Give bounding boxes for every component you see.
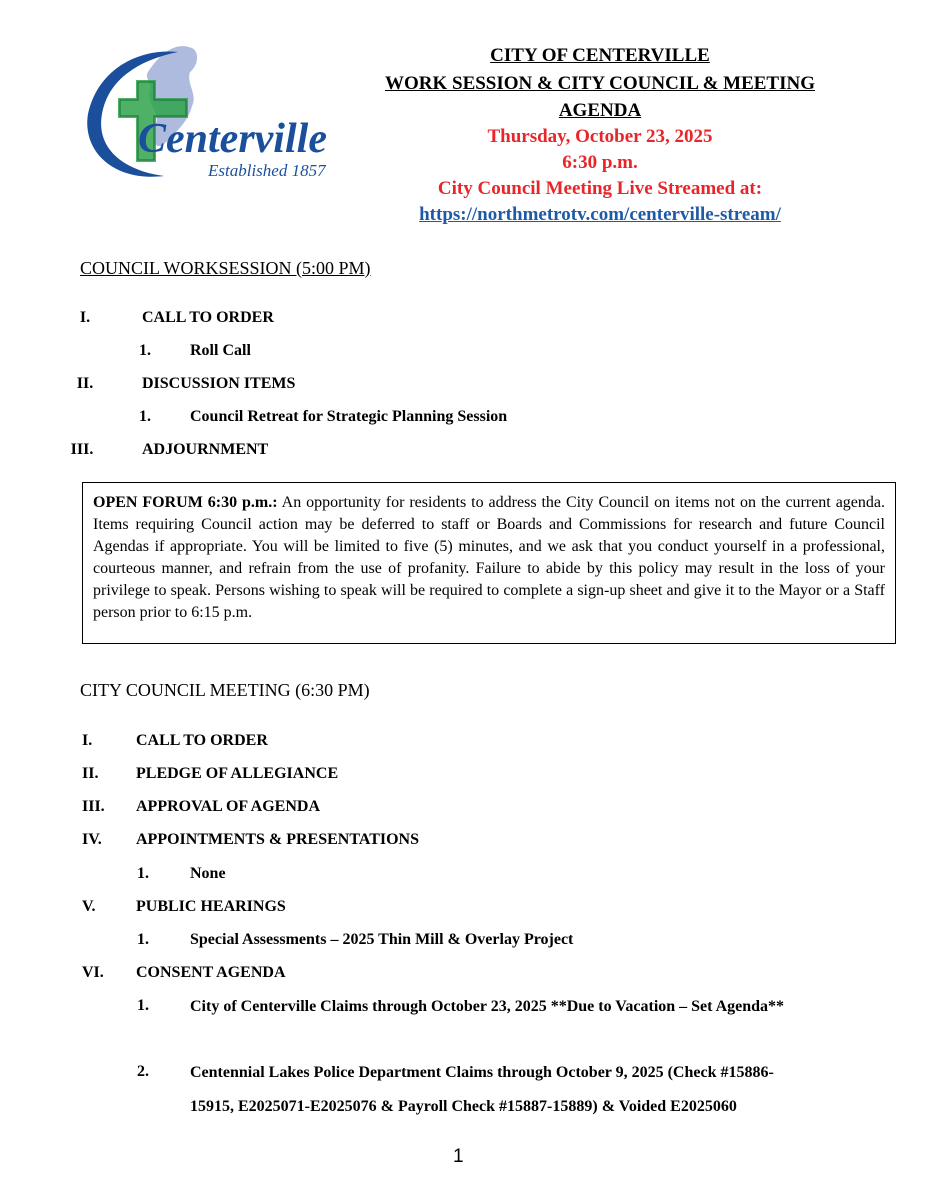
header-city: CITY OF CENTERVILLE bbox=[490, 45, 710, 66]
header-stream-label: City Council Meeting Live Streamed at: bbox=[437, 178, 763, 199]
logo-wordmark: Centerville bbox=[138, 116, 327, 162]
logo-tagline: Established 1857 bbox=[208, 161, 326, 180]
header-meeting: WORK SESSION & CITY COUNCIL & MEETING bbox=[384, 73, 816, 94]
council-meeting-title: CITY COUNCIL MEETING (6:30 PM) bbox=[80, 680, 370, 700]
centerville-logo bbox=[80, 40, 342, 190]
header-date: Thursday, October 23, 2025 bbox=[487, 126, 713, 147]
open-forum-heading: OPEN FORUM 6:30 p.m.: bbox=[93, 494, 278, 511]
header-agenda: AGENDA bbox=[558, 100, 642, 121]
open-forum-text: An opportunity for residents to address the City Council on items not on the current agenda. Items requiring Council action may be deferred to staff or Boards and Commissions for research and future Council Agendas if appropriate. You will be limited to five (5) minutes, and we ask that you conduct yourself in a professional, courteous manner, and refrain from the use of profanity. Failure to abide by this policy may result in the loss of your privilege to speak. Persons wishing to speak will be required to complete a sign-up sheet and give it to the Mayor or a Staff person prior to 6:15 p.m. bbox=[93, 494, 885, 621]
worksession-title: COUNCIL WORKSESSION (5:00 PM) bbox=[80, 258, 371, 278]
stream-link[interactable]: https://northmetrotv.com/centerville-stream/ bbox=[419, 204, 781, 225]
header-time: 6:30 p.m. bbox=[562, 152, 638, 173]
open-forum-box bbox=[82, 482, 896, 644]
page-number: 1 bbox=[453, 1146, 464, 1167]
